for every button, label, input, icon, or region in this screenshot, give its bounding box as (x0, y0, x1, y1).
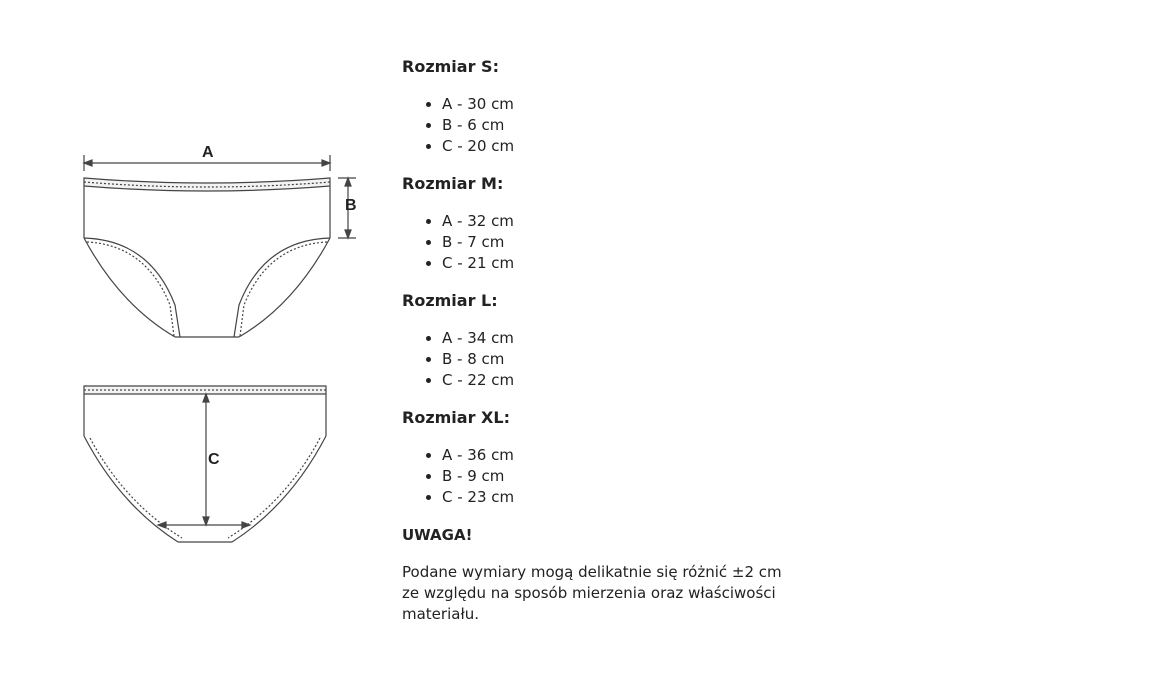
dim-item: • B - 7 cm (442, 232, 802, 253)
briefs-diagram-svg (30, 130, 385, 550)
size-s-dims (402, 94, 802, 157)
back-view (84, 386, 326, 542)
size-l-title: Rozmiar L: (402, 291, 498, 310)
front-view (84, 155, 356, 337)
front-right-hip (239, 238, 330, 337)
dim-item: • C - 20 cm (442, 136, 802, 157)
dim-item: • B - 9 cm (442, 466, 802, 487)
dimension-b-arrow-top (345, 178, 351, 186)
warning-text: Podane wymiary mogą delikatnie się różnić ±2 cm ze względu na sposób mierzenia oraz właściwości materiału. (402, 563, 782, 623)
dimension-b-arrow-bottom (345, 230, 351, 238)
dimension-c-arrow-top (203, 394, 209, 402)
dimension-c-base-arrow-right (242, 522, 250, 528)
front-right-leg-stitch (240, 242, 327, 336)
size-m-title: Rozmiar M: (402, 174, 504, 193)
dim-item: • C - 21 cm (442, 253, 802, 274)
size-diagram (30, 130, 385, 550)
size-xl-dims (402, 445, 802, 508)
dimension-c-arrow-bottom (203, 517, 209, 525)
dim-item: • C - 23 cm (442, 487, 802, 508)
dim-item: • B - 6 cm (442, 115, 802, 136)
dim-item: • A - 32 cm (442, 211, 802, 232)
dim-item: • B - 8 cm (442, 349, 802, 370)
label-a: A (202, 144, 214, 161)
dimension-a-arrow-right (322, 160, 330, 166)
front-right-leg (234, 238, 330, 337)
size-specs (402, 56, 802, 625)
dim-item: • A - 34 cm (442, 328, 802, 349)
size-m-dims (402, 211, 802, 274)
dimension-c-base-arrow-left (158, 522, 166, 528)
front-left-hip (84, 238, 175, 337)
warning-title: UWAGA! (402, 526, 473, 544)
dimension-a-arrow-left (84, 160, 92, 166)
dim-item: • C - 22 cm (442, 370, 802, 391)
size-l-dims (402, 328, 802, 391)
dim-item: • A - 36 cm (442, 445, 802, 466)
size-xl-title: Rozmiar XL: (402, 408, 510, 427)
size-s-title: Rozmiar S: (402, 57, 499, 76)
front-left-leg (84, 238, 180, 337)
back-left-leg-stitch (90, 438, 182, 538)
front-left-leg-stitch (87, 242, 174, 336)
label-b: B (345, 197, 357, 214)
label-c: C (208, 451, 220, 468)
dim-item: • A - 30 cm (442, 94, 802, 115)
